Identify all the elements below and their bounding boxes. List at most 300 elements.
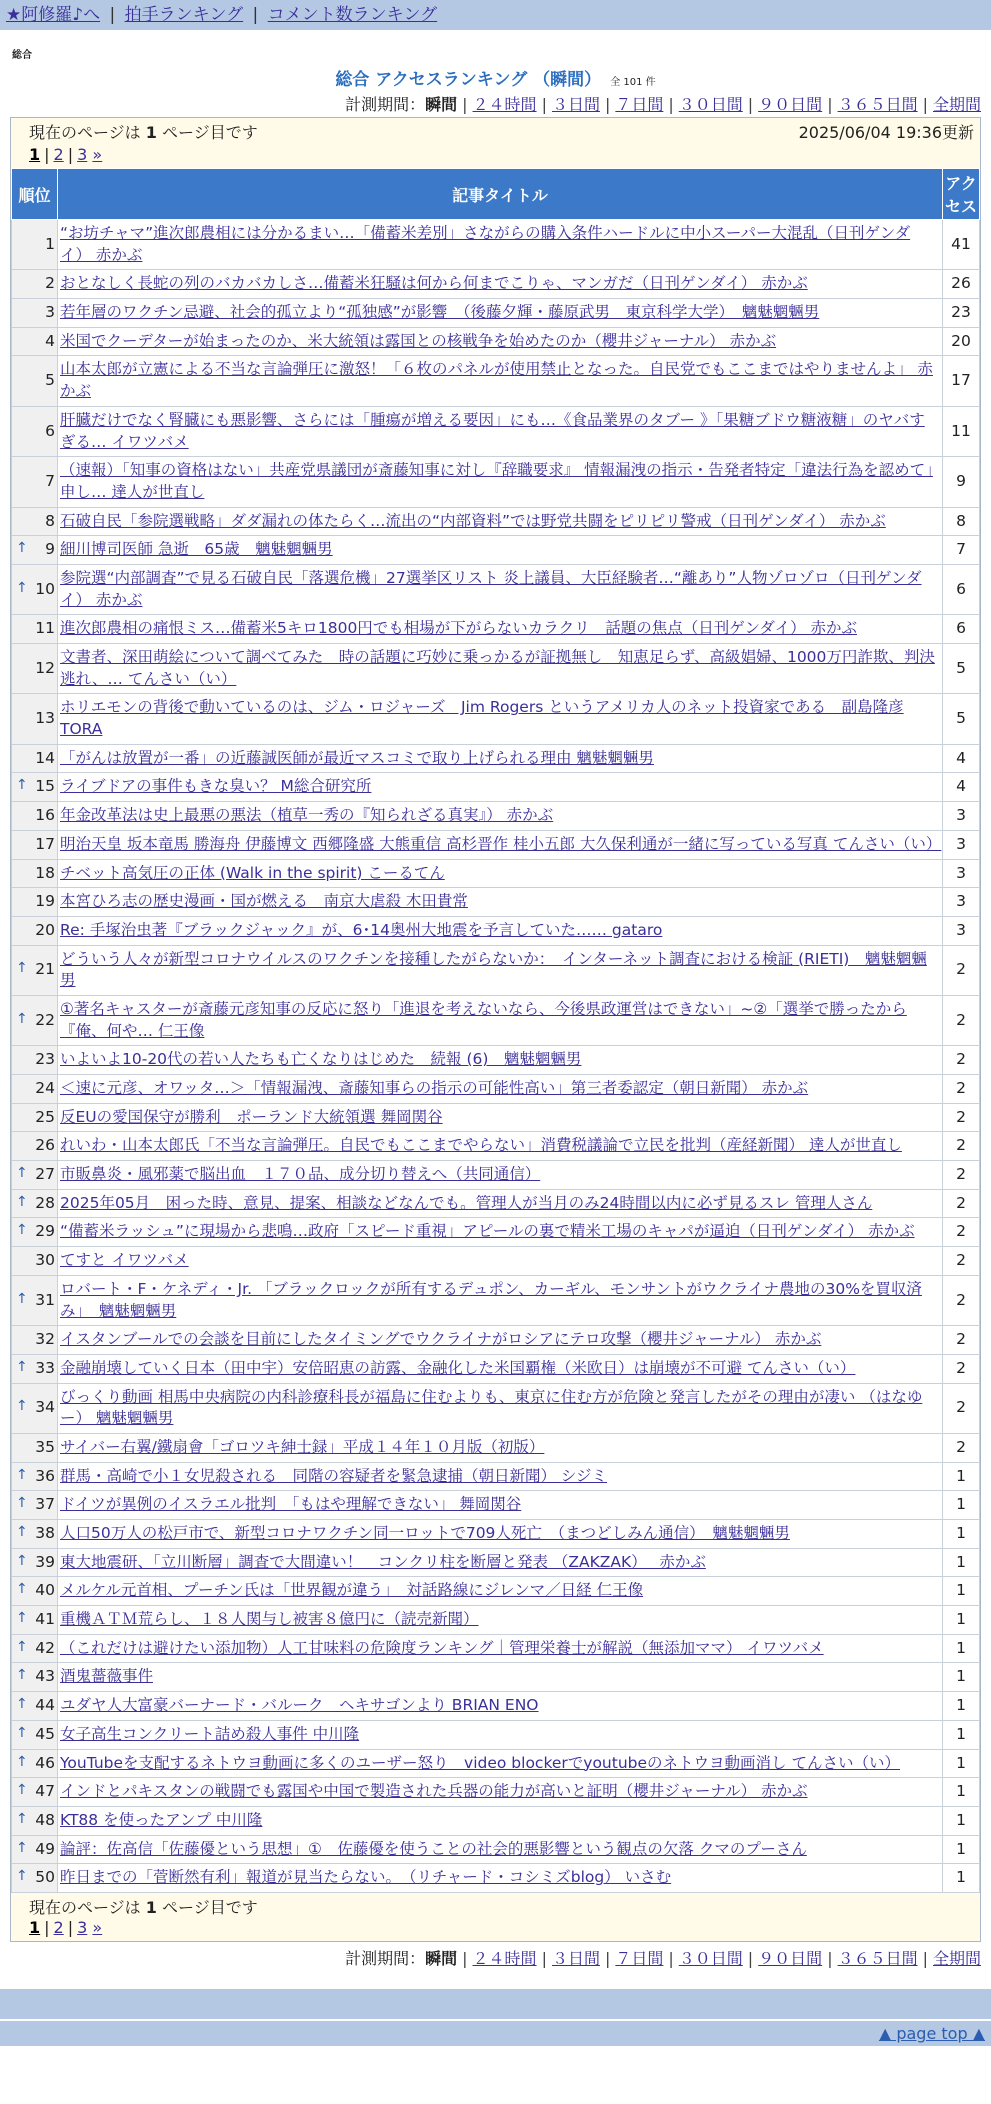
title-cell xyxy=(58,1247,943,1276)
article-link[interactable]: 昨日までの「菅断然有利」報道が見当たらない。 （リチャード・コシミズblog） いさむ xyxy=(60,1868,672,1887)
table-row xyxy=(12,1354,980,1383)
title-cell xyxy=(58,406,943,456)
article-link[interactable]: YouTubeを支配するネトウヨ動画に多くのユーザー怒り video blockerでyoutubeのネトウヨ動画消し てんさい（い） xyxy=(60,1753,900,1772)
access-count: 1 xyxy=(943,1491,980,1520)
rank-cell xyxy=(12,830,58,859)
access-count: 1 xyxy=(943,1749,980,1778)
period-label: 計測期間： xyxy=(345,1948,426,1968)
article-link[interactable]: 「がんは放置が一番」の近藤誠医師が最近マスコミで取り上げられる理由 魑魅魍魎男 xyxy=(60,748,654,767)
access-count: 3 xyxy=(943,830,980,859)
rank-number: 5 xyxy=(45,371,55,390)
article-link[interactable]: いよいよ10-20代の若い人たちも亡くなりはじめた 続報 (6) 魑魅魍魎男 xyxy=(60,1050,582,1069)
title-cell xyxy=(58,356,943,406)
table-row xyxy=(12,1132,980,1161)
table-row xyxy=(12,1520,980,1549)
period-current: 瞬間 xyxy=(425,1948,458,1968)
article-link[interactable]: 細川博司医師 急逝 65歳 魑魅魍魎男 xyxy=(60,540,333,559)
period-link[interactable]: ３０日間 xyxy=(678,1948,743,1968)
table-row xyxy=(12,536,980,565)
table-row xyxy=(12,1663,980,1692)
home-link[interactable]: ★阿修羅♪へ xyxy=(6,5,101,25)
article-link[interactable]: びっくり動画 相馬中央病院の内科診療科長が福島に住むよりも、東京に住む方が危険と発言したがその理由が凄い （はなゆー） 魑魅魍魎男 xyxy=(60,1387,923,1428)
clap-ranking-link[interactable]: 拍手ランキング xyxy=(124,5,244,25)
article-link[interactable]: ライブドアの事件もきな臭い？ M総合研究所 xyxy=(60,777,372,796)
rank-cell xyxy=(12,1520,58,1549)
access-count: 2 xyxy=(943,1383,980,1433)
table-row xyxy=(12,356,980,406)
access-count: 17 xyxy=(943,356,980,406)
table-row xyxy=(12,1749,980,1778)
rank-number: 3 xyxy=(45,303,55,322)
article-link[interactable]: 女子高生コンクリート詰め殺人事件 中川隆 xyxy=(60,1724,360,1743)
period-link[interactable]: 全期間 xyxy=(932,1948,981,1968)
arrow-up-icon: ↑ xyxy=(16,1782,28,1799)
pager-next-link[interactable]: » xyxy=(92,145,103,164)
pager-current: 1 xyxy=(29,145,41,164)
page-title: 総合 アクセスランキング （瞬間） xyxy=(335,70,602,90)
table-row xyxy=(12,327,980,356)
total-count: 全 101 件 xyxy=(610,77,656,88)
title-cell xyxy=(58,270,943,299)
period-link[interactable]: ３日間 xyxy=(551,1948,600,1968)
table-row xyxy=(12,1720,980,1749)
title-cell xyxy=(58,945,943,995)
access-count: 1 xyxy=(943,1577,980,1606)
arrow-up-icon: ↑ xyxy=(16,1638,28,1655)
article-link[interactable]: ホリエモンの背後で動いているのは、ジム・ロジャーズ Jim Rogers というアメリカ人のネット投資家である 副島隆彦 TORA xyxy=(60,698,904,739)
period-link[interactable]: ９０日間 xyxy=(758,95,823,114)
rank-number: 31 xyxy=(35,1290,55,1309)
access-count: 2 xyxy=(943,1046,980,1075)
title-cell xyxy=(58,644,943,694)
rank-number: 24 xyxy=(35,1079,55,1097)
title-cell xyxy=(58,744,943,773)
article-link[interactable]: 山本太郎が立憲による不当な言論弾圧に激怒！「６枚のパネルが使用禁止となった。自民党でもここまではやりませんよ」 赤かぶ xyxy=(60,360,933,401)
title-cell xyxy=(58,299,943,328)
article-link[interactable]: 2025年05月 困った時、意見、提案、相談などなんでも。管理人が当月のみ24時間以内に必ず見るスレ 管理人さん xyxy=(60,1193,873,1212)
rank-number: 11 xyxy=(35,619,55,638)
title-cell xyxy=(58,1634,943,1663)
access-count: 2 xyxy=(943,995,980,1045)
rank-cell xyxy=(12,299,58,328)
rank-cell xyxy=(12,1433,58,1462)
period-separator: | xyxy=(668,95,674,114)
article-link[interactable]: 年金改革法は史上最悪の悪法（植草一秀の『知られざる真実』） 赤かぶ xyxy=(60,806,554,825)
article-link[interactable]: KT88 を使ったアンプ 中川隆 xyxy=(60,1810,263,1829)
pager-next-link[interactable]: » xyxy=(92,1917,103,1937)
rank-cell xyxy=(12,995,58,1045)
article-link[interactable]: 重機ＡＴＭ荒らし、１８人関与し被害８億円に（読売新聞） xyxy=(60,1610,479,1629)
rank-cell xyxy=(12,945,58,995)
rank-number: 44 xyxy=(35,1696,55,1715)
arrow-up-icon: ↑ xyxy=(16,1753,28,1770)
article-link[interactable]: おとなしく長蛇の列のバカバカしさ…備蓄米狂騒は何から何までこりゃ、マンガだ（日刊ゲンダイ） 赤かぶ xyxy=(60,274,808,293)
article-link[interactable]: 市販鼻炎・風邪薬で脳出血 １７０品、成分切り替えへ（共同通信） xyxy=(60,1165,541,1184)
article-link[interactable]: ①著名キャスターが斎藤元彦知事の反応に怒り「進退を考えないなら、今後県政運営はできない」~②「選挙で勝ったから『俺、何や… 仁王像 xyxy=(60,999,907,1040)
rank-number: 13 xyxy=(35,709,55,728)
rank-cell xyxy=(12,1806,58,1835)
access-count: 2 xyxy=(943,1247,980,1276)
title-cell xyxy=(58,1749,943,1778)
bottom-bar xyxy=(0,1989,991,2019)
table-row xyxy=(12,299,980,328)
arrow-up-icon: ↑ xyxy=(16,1868,28,1885)
period-link[interactable]: ７日間 xyxy=(615,1948,664,1968)
rank-number: 16 xyxy=(35,806,55,825)
pager-separator: | xyxy=(67,1917,74,1937)
article-link[interactable]: 明治天皇 坂本竜馬 勝海舟 伊藤博文 西郷隆盛 大熊重信 高杉晋作 桂小五郎 大久保利通が一緒に写っている写真 てんさい（い） xyxy=(60,834,942,853)
period-separator: | xyxy=(922,95,928,114)
pager-link[interactable]: 3 xyxy=(77,145,88,164)
table-row xyxy=(12,220,980,270)
rank-number: 34 xyxy=(35,1398,55,1417)
article-link[interactable]: サイバー右翼/鐵扇會「ゴロツキ紳士録」平成１４年１０月版（初版） xyxy=(60,1437,545,1456)
title-cell xyxy=(58,1354,943,1383)
table-row xyxy=(12,995,980,1045)
arrow-up-icon: ↑ xyxy=(16,540,28,557)
title-cell xyxy=(58,1326,943,1355)
rank-number: 2 xyxy=(45,274,55,293)
access-count: 1 xyxy=(943,1778,980,1807)
rank-cell xyxy=(12,406,58,456)
table-row xyxy=(12,1692,980,1721)
rank-number: 41 xyxy=(35,1610,55,1629)
access-count: 2 xyxy=(943,945,980,995)
rank-cell xyxy=(12,564,58,614)
pager-separator: | xyxy=(67,145,74,164)
page-top-link[interactable]: ▲ page top ▲ xyxy=(878,2023,985,2043)
rank-number: 26 xyxy=(35,1136,55,1155)
title-cell xyxy=(58,1577,943,1606)
title-cell xyxy=(58,802,943,831)
rank-number: 20 xyxy=(35,920,55,939)
title-cell xyxy=(58,457,943,507)
rank-cell xyxy=(12,1606,58,1635)
rank-number: 19 xyxy=(35,892,55,911)
article-link[interactable]: （速報）「知事の資格はない」共産党県議団が斎藤知事に対し『辞職要求』 情報漏洩の指示・告発者特定「違法行為を認めて」申し… 達人が世直し xyxy=(60,461,933,501)
rank-cell xyxy=(12,1778,58,1807)
article-link[interactable]: れいわ・山本太郎氏「不当な言論弾圧。自民でもここまでやらない」消費税議論で立民を批判（産経新聞） 達人が世直し xyxy=(60,1136,902,1155)
table-row xyxy=(12,802,980,831)
article-link[interactable]: “お坊チャマ”進次郎農相には分かるまい…「備蓄米差別」さながらの購入条件ハードルに中小スーパー大混乱（日刊ゲンダイ） 赤かぶ xyxy=(60,224,911,264)
title-cell xyxy=(58,507,943,536)
arrow-up-icon: ↑ xyxy=(16,1667,28,1684)
period-selector xyxy=(10,92,981,115)
arrow-up-icon: ↑ xyxy=(16,1165,28,1182)
table-row xyxy=(12,564,980,614)
title-cell xyxy=(58,1132,943,1161)
access-count: 1 xyxy=(943,1806,980,1835)
rank-cell xyxy=(12,1383,58,1433)
rank-number: 6 xyxy=(45,421,55,440)
access-count: 2 xyxy=(943,1189,980,1218)
title-cell xyxy=(58,773,943,802)
access-count: 3 xyxy=(943,859,980,888)
article-link[interactable]: Re: 手塚治虫著『ブラックジャック』が、6･14奥州大地震を予言していた…… gataro xyxy=(60,920,663,939)
rank-cell xyxy=(12,644,58,694)
period-link[interactable]: ７日間 xyxy=(615,95,664,114)
article-link[interactable]: （これだけは避けたい添加物）人工甘味料の危険度ランキング｜管理栄養士が解説（無添加ママ） イワツバメ xyxy=(60,1638,824,1657)
article-link[interactable]: イスタンブールでの会談を目前にしたタイミングでウクライナがロシアにテロ攻撃（櫻井ジャーナル） 赤かぶ xyxy=(60,1330,822,1349)
article-link[interactable]: 参院選“内部調査”で見る石破自民「落選危機」27選挙区リスト 炎上議員、大臣経験者…“離あり”人物ゾロゾロ（日刊ゲンダイ） 赤かぶ xyxy=(60,568,922,609)
access-count: 23 xyxy=(943,299,980,328)
article-link[interactable]: 人口50万人の松戸市で、新型コロナワクチン同一ロットで709人死亡 （まつどしみん通信） 魑魅魍魎男 xyxy=(60,1524,790,1542)
access-count: 2 xyxy=(943,1218,980,1247)
article-link[interactable]: メルケル元首相、プーチン氏は「世界観が違う」 対話路線にジレンマ／日経 仁王像 xyxy=(60,1581,644,1600)
title-cell xyxy=(58,564,943,614)
article-link[interactable]: 文書者、深田萌絵について調べてみた 時の話題に巧妙に乗っかるが証拠無し 知恵足らず、高級娼婦、1000万円詐欺、判決逃れ、… てんさい（い） xyxy=(60,648,935,688)
article-link[interactable]: 論評：佐高信「佐藤優という思想」① 佐藤優を使うことの社会的悪影響という観点の欠落 クマのプーさん xyxy=(60,1839,807,1858)
rank-number: 22 xyxy=(35,1010,55,1029)
access-count: 3 xyxy=(943,916,980,945)
period-link[interactable]: ３０日間 xyxy=(678,95,743,114)
article-link[interactable]: どういう人々が新型コロナウイルスのワクチンを接種したがらないか： インターネット調査における検証 (RIETI) 魑魅魍魎男 xyxy=(60,949,927,990)
article-link[interactable]: “備蓄米ラッシュ”に現場から悲鳴…政府「スピード重視」アピールの裏で精米工場のキャパが逼迫（日刊ゲンダイ） 赤かぶ xyxy=(60,1222,915,1241)
table-row xyxy=(12,859,980,888)
rank-cell xyxy=(12,1692,58,1721)
rank-number: 50 xyxy=(35,1868,55,1887)
article-link[interactable]: 石破自民「参院選戦略」ダダ漏れの体たらく…流出の“内部資料”では野党共闘をピリピリ警戒（日刊ゲンダイ） 赤かぶ xyxy=(60,511,886,530)
table-row xyxy=(12,744,980,773)
article-link[interactable]: てすと イワツバメ xyxy=(60,1251,189,1270)
rank-number: 9 xyxy=(45,540,55,559)
rank-number: 28 xyxy=(35,1193,55,1212)
table-row xyxy=(12,507,980,536)
article-link[interactable]: チベット高気圧の正体 (Walk in the spirit) こーるてん xyxy=(60,863,445,882)
article-link[interactable]: ロバート・F・ケネディ・Jr. 「ブラックロックが所有するデュポン、カーギル、モンサントがウクライナ農地の30%を買収済み」 魑魅魍魎男 xyxy=(60,1279,922,1320)
arrow-up-icon: ↑ xyxy=(16,1495,28,1512)
article-link[interactable]: 肝臓だけでなく腎臓にも悪影響、さらには「腫瘍が増える要因」にも…《食品業界のタブー 》「果糖ブドウ糖液糖」のヤバすぎる… イワツバメ xyxy=(60,410,925,451)
title-cell xyxy=(58,1835,943,1864)
access-count: 1 xyxy=(943,1462,980,1491)
rank-cell xyxy=(12,1548,58,1577)
arrow-up-icon: ↑ xyxy=(16,1466,28,1483)
access-count: 2 xyxy=(943,1433,980,1462)
article-link[interactable]: 酒鬼薔薇事件 xyxy=(60,1667,154,1686)
rank-number: 25 xyxy=(35,1107,55,1126)
period-separator: | xyxy=(668,1948,674,1968)
access-count: 1 xyxy=(943,1692,980,1721)
period-link[interactable]: ２４時間 xyxy=(472,1948,537,1968)
table-row xyxy=(12,406,980,456)
section-label: 総合 xyxy=(12,50,32,61)
rank-cell xyxy=(12,1749,58,1778)
rank-number: 48 xyxy=(35,1810,55,1829)
table-row xyxy=(12,1218,980,1247)
table-row xyxy=(12,1606,980,1635)
period-link[interactable]: ３６５日間 xyxy=(837,95,918,114)
rank-number: 35 xyxy=(35,1437,55,1456)
title-cell xyxy=(58,1383,943,1433)
article-link[interactable]: 東大地震研、「立川断層」調査で大間違い！ コンクリ柱を断層と発表 （ZAKZAK） 赤かぶ xyxy=(60,1552,706,1571)
arrow-up-icon: ↑ xyxy=(16,1610,28,1627)
arrow-up-icon: ↑ xyxy=(16,1839,28,1856)
period-link[interactable]: ３日間 xyxy=(551,95,600,114)
table-row xyxy=(12,1161,980,1190)
top-nav-bar xyxy=(0,0,991,30)
table-row xyxy=(12,888,980,917)
access-count: 20 xyxy=(943,327,980,356)
access-count: 5 xyxy=(943,644,980,694)
period-separator: | xyxy=(541,1948,547,1968)
period-link[interactable]: 全期間 xyxy=(932,95,981,114)
table-row xyxy=(12,1383,980,1433)
nav-separator: | xyxy=(109,5,116,25)
table-row xyxy=(12,1806,980,1835)
article-link[interactable]: 進次郎農相の痛恨ミス…備蓄米5キロ1800円でも相場が下がらないカラクリ 話題の焦点（日刊ゲンダイ） 赤かぶ xyxy=(60,619,857,638)
table-row xyxy=(12,830,980,859)
pager-link[interactable]: 3 xyxy=(77,1917,88,1937)
title-cell xyxy=(58,327,943,356)
title-cell xyxy=(58,888,943,917)
title-cell xyxy=(58,1275,943,1325)
rank-cell xyxy=(12,888,58,917)
article-link[interactable]: ドイツが異例のイスラエル批判 「もはや理解できない」 舞岡関谷 xyxy=(60,1495,522,1514)
title-cell xyxy=(58,916,943,945)
rank-number: 14 xyxy=(35,748,55,767)
article-link[interactable]: 若年層のワクチン忌避、社会的孤立より“孤独感”が影響 （後藤夕輝・藤原武男 東京科学大学） 魑魅魍魎男 xyxy=(60,303,820,322)
rank-cell xyxy=(12,694,58,744)
title-cell xyxy=(58,1606,943,1635)
current-page-text: 現在のページは 1 ページ目です xyxy=(29,123,258,142)
access-count: 3 xyxy=(943,802,980,831)
article-link[interactable]: 群馬・高崎で小１女児殺される 同階の容疑者を緊急逮捕（朝日新聞） シジミ xyxy=(60,1466,608,1485)
rank-cell xyxy=(12,220,58,270)
rank-cell xyxy=(12,1354,58,1383)
access-count: 6 xyxy=(943,564,980,614)
rank-number: 27 xyxy=(35,1165,55,1184)
title-cell xyxy=(58,859,943,888)
header-title: 記事タイトル xyxy=(58,169,943,220)
article-link[interactable]: インドとパキスタンの戦闘でも露国や中国で製造された兵器の能力が高いと証明（櫻井ジャーナル） 赤かぶ xyxy=(60,1782,808,1801)
period-separator: | xyxy=(462,95,468,114)
table-row xyxy=(12,1247,980,1276)
ranking-table xyxy=(11,168,980,1893)
table-row xyxy=(12,773,980,802)
period-link[interactable]: ９０日間 xyxy=(758,1948,823,1968)
access-count: 26 xyxy=(943,270,980,299)
access-count: 2 xyxy=(943,1161,980,1190)
access-count: 8 xyxy=(943,507,980,536)
rank-cell xyxy=(12,1577,58,1606)
nav-separator: | xyxy=(252,5,259,25)
rank-number: 4 xyxy=(45,331,55,350)
rank-number: 21 xyxy=(35,960,55,979)
rank-cell xyxy=(12,773,58,802)
rank-cell xyxy=(12,1720,58,1749)
rank-number: 43 xyxy=(35,1667,55,1686)
rank-cell xyxy=(12,1103,58,1132)
rank-number: 42 xyxy=(35,1638,55,1657)
current-page-text-bottom: 現在のページは 1 ページ目です xyxy=(29,1897,258,1917)
table-row xyxy=(12,615,980,644)
table-row xyxy=(12,916,980,945)
arrow-up-icon: ↑ xyxy=(16,1724,28,1741)
rank-cell xyxy=(12,1663,58,1692)
access-count: 2 xyxy=(943,1354,980,1383)
rank-number: 38 xyxy=(35,1524,55,1542)
info-bar xyxy=(11,118,980,168)
title-cell xyxy=(58,1462,943,1491)
title-cell xyxy=(58,1663,943,1692)
rank-cell xyxy=(12,1046,58,1075)
table-row xyxy=(12,1778,980,1807)
rank-cell xyxy=(12,1491,58,1520)
title-cell xyxy=(58,1046,943,1075)
rank-cell xyxy=(12,615,58,644)
access-count: 11 xyxy=(943,406,980,456)
header-access: アクセス xyxy=(943,169,980,220)
title-cell xyxy=(58,1692,943,1721)
title-cell xyxy=(58,536,943,565)
header-rank: 順位 xyxy=(12,169,58,220)
title-cell xyxy=(58,1189,943,1218)
rank-cell xyxy=(12,356,58,406)
title-cell xyxy=(58,1520,943,1549)
rank-cell xyxy=(12,536,58,565)
rank-number: 37 xyxy=(35,1495,55,1514)
rank-cell xyxy=(12,1075,58,1104)
rank-cell xyxy=(12,1218,58,1247)
arrow-up-icon: ↑ xyxy=(16,1290,28,1307)
access-count: 41 xyxy=(943,220,980,270)
table-row xyxy=(12,1103,980,1132)
title-cell xyxy=(58,220,943,270)
table-row xyxy=(12,1634,980,1663)
rank-number: 36 xyxy=(35,1466,55,1485)
table-row xyxy=(12,1275,980,1325)
rank-number: 7 xyxy=(45,472,55,491)
pager-link[interactable]: 2 xyxy=(53,145,64,164)
article-link[interactable]: 本宮ひろ志の歴史漫画・国が燃える 南京大虐殺 木田貴常 xyxy=(60,892,468,911)
access-count: 1 xyxy=(943,1864,980,1893)
period-separator: | xyxy=(922,1948,928,1968)
rank-cell xyxy=(12,1634,58,1663)
pager-bottom xyxy=(29,1918,974,1937)
pager-separator: | xyxy=(44,1917,50,1937)
title-cell xyxy=(58,615,943,644)
access-count: 4 xyxy=(943,773,980,802)
title-cell xyxy=(58,995,943,1045)
article-link[interactable]: ユダヤ人大富豪バーナード・バルーク ヘキサゴンより BRIAN ENO xyxy=(60,1696,539,1715)
access-count: 1 xyxy=(943,1634,980,1663)
article-link[interactable]: 金融崩壊していく日本（田中宇）安倍昭恵の訪露、金融化した米国覇権（米欧日）は崩壊が不可避 てんさい（い） xyxy=(60,1358,856,1377)
article-link[interactable]: 反EUの愛国保守が勝利 ポーランド大統領選 舞岡関谷 xyxy=(60,1107,443,1126)
rank-number: 47 xyxy=(35,1782,55,1801)
table-row xyxy=(12,1864,980,1893)
page-top-bar xyxy=(0,2021,991,2046)
rank-cell xyxy=(12,1189,58,1218)
article-link[interactable]: ＜速に元彦、オワッタ…＞「情報漏洩、斎藤知事らの指示の可能性高い」第三者委認定（朝日新聞） 赤かぶ xyxy=(60,1079,809,1097)
pager-separator: | xyxy=(44,145,50,164)
title-cell xyxy=(58,1075,943,1104)
rank-number: 30 xyxy=(35,1251,55,1270)
table-row xyxy=(12,945,980,995)
comment-ranking-link[interactable]: コメント数ランキング xyxy=(267,5,438,25)
pager-link[interactable]: 2 xyxy=(53,1917,64,1937)
arrow-up-icon: ↑ xyxy=(16,1222,28,1239)
table-row xyxy=(12,1491,980,1520)
article-link[interactable]: 米国でクーデターが始まったのか、米大統領は露国との核戦争を始めたのか（櫻井ジャーナル） 赤かぶ xyxy=(60,331,777,350)
period-link[interactable]: ３６５日間 xyxy=(837,1948,918,1968)
access-count: 9 xyxy=(943,457,980,507)
rank-cell xyxy=(12,1864,58,1893)
rank-cell xyxy=(12,1132,58,1161)
period-link[interactable]: ２４時間 xyxy=(472,95,537,114)
rank-cell xyxy=(12,744,58,773)
rank-number: 46 xyxy=(35,1753,55,1772)
table-row xyxy=(12,1433,980,1462)
